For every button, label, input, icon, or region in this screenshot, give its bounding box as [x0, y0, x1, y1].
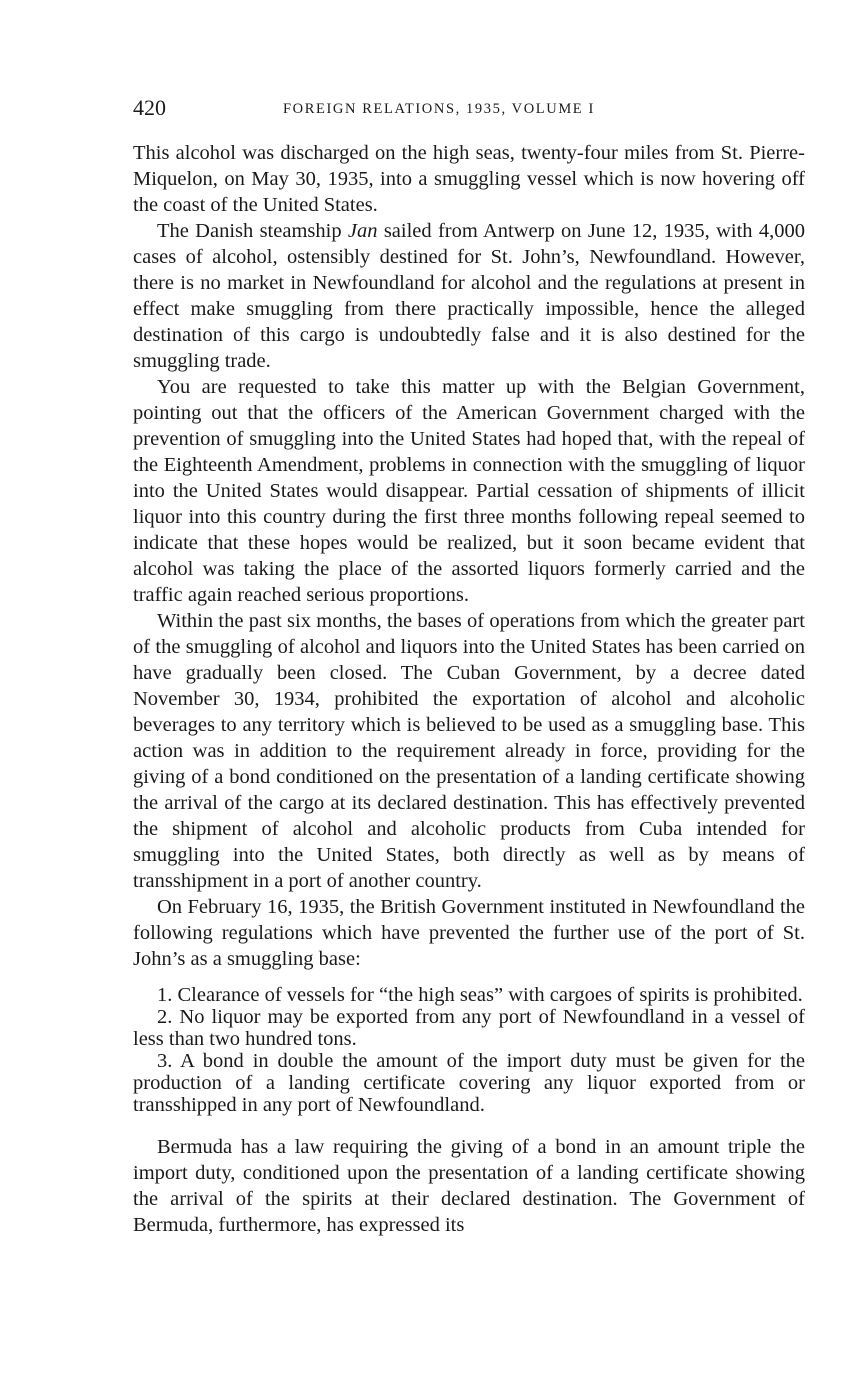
paragraph — [133, 218, 805, 374]
ship-name: Jan — [347, 220, 378, 242]
regulations-list — [133, 984, 805, 1116]
paragraph: This alcohol was discharged on the high seas, twenty-four miles from St. Pierre-Miquelon, on May 30, 1935, into a smuggling vessel which is now hovering off the coast of the United States. — [133, 142, 805, 216]
text-run: The Danish steamship — [157, 220, 348, 242]
regulation-item: 2. No liquor may be exported from any port of Newfoundland in a vessel of less than two hundred tons. — [133, 1006, 805, 1050]
body-text — [133, 140, 805, 1238]
text-run: sailed from Antwerp on June 12, 1935, with 4,000 cases of alcohol, ostensibly destined for St. John’s, Newfoundland. However, there is no market in Newfoundland for alcohol and the regulations at present in effect make smuggling from there practically impossible, hence the alleged destination of this cargo is undoubtedly false and it is also destined for the smuggling trade. — [133, 220, 805, 372]
paragraph: You are requested to take this matter up with the Belgian Government, pointing out that the officers of the American Government charged with the prevention of smuggling into the United States had hoped that, with the repeal of the Eighteenth Amendment, problems in connection with the smuggling of liquor into the United States would disappear. Partial cessation of shipments of illicit liquor into this country during the first three months following repeal seemed to indicate that these hopes would be realized, but it soon became evident that alcohol was taking the place of the assorted liquors formerly carried and the traffic again reached serious proportions. — [133, 376, 805, 606]
page-header — [133, 93, 805, 123]
regulation-item: 1. Clearance of vessels for “the high seas” with cargoes of spirits is prohibited. — [157, 984, 803, 1006]
paragraph: Within the past six months, the bases of operations from which the greater part of the smuggling of alcohol and liquors into the United States has been carried on have gradually been closed. The Cuban Government, by a decree dated November 30, 1934, prohibited the exportation of alcohol and alcoholic beverages to any territory which is believed to be used as a smuggling base. This action was in addition to the requirement already in force, providing for the giving of a bond conditioned on the presentation of a landing certificate showing the arrival of the cargo at its declared destination. This has effectively prevented the shipment of alcohol and alcoholic products from Cuba intended for smuggling into the United States, both directly as well as by means of transshipment in a port of another country. — [133, 610, 805, 892]
page-number: 420 — [133, 95, 166, 120]
running-head: FOREIGN RELATIONS, 1935, VOLUME I — [283, 101, 595, 117]
paragraph: On February 16, 1935, the British Government instituted in Newfoundland the following regulations which have prevented the further use of the port of St. John’s as a smuggling base: — [133, 896, 805, 970]
paragraph: Bermuda has a law requiring the giving of a bond in an amount triple the import duty, conditioned upon the presentation of a landing certificate showing the arrival of the spirits at their declared destination. The Government of Bermuda, furthermore, has expressed its — [133, 1136, 805, 1236]
regulation-item: 3. A bond in double the amount of the import duty must be given for the production of a landing certificate covering any liquor exported from or transshipped in any port of Newfoundland. — [133, 1050, 805, 1116]
